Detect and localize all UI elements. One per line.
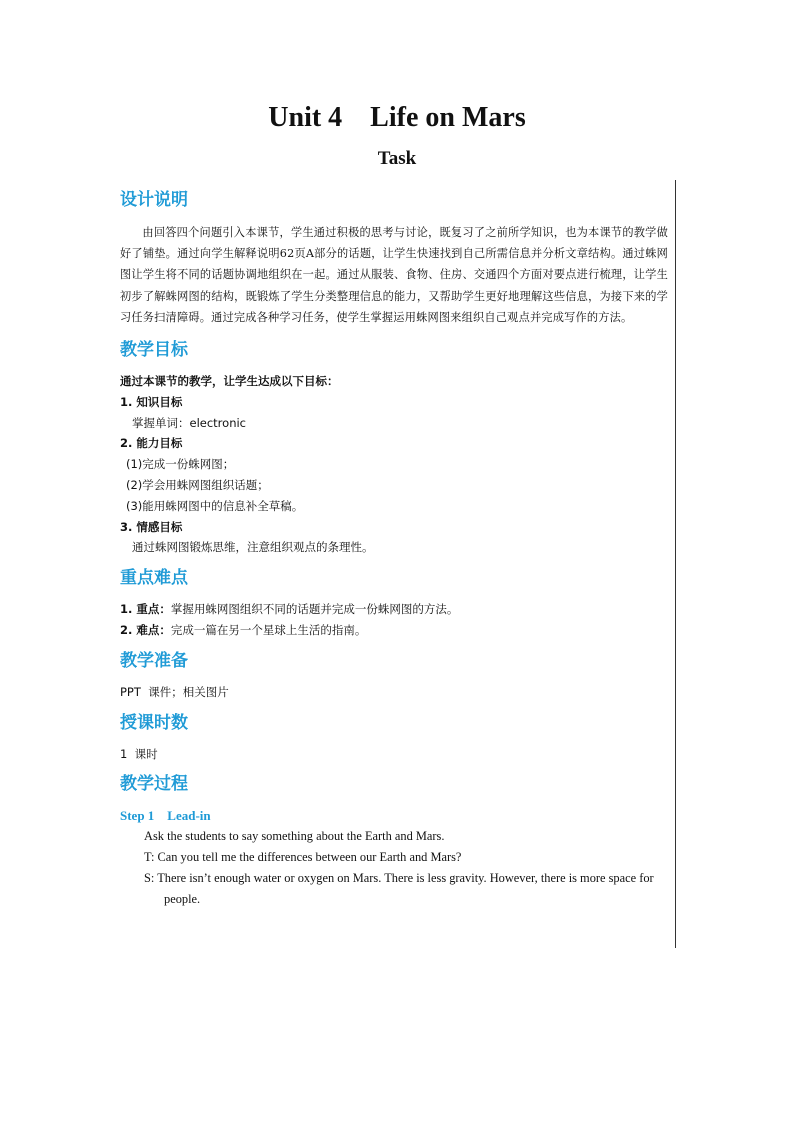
key-section <box>120 566 668 641</box>
prep-section <box>120 649 668 703</box>
prep-text: PPT 课件；相关图片 <box>120 684 229 699</box>
step-1-line-3: S: There isn’t enough water or oxygen on Mars. There is less gravity. However, there is more space for people. <box>144 871 654 907</box>
objectives-heading: 教学目标 <box>120 340 188 361</box>
step-1-line-1: Ask the students to say something about the Earth and Mars. <box>144 829 445 844</box>
hours-section <box>120 711 668 765</box>
design-text: 由回答四个问题引入本课节，学生通过积极的思考与讨论，既复习了之前所学知识，也为本课节的教学做好了铺垫。通过向学生解释说明62页A部分的话题，让学生快速找到自己所需信息并分析文章结构。通过蛛网图让学生将不同的话题协调地组织在一起。通过从服装、食物、住房、交通四个方面对要点进行梳理，让学生初步了解蛛网图的结构，既锻炼了学生分类整理信息的能力，又帮助学生更好地理解这些信息，为接下来的学习任务扫清障碍。通过完成各种学习任务，使学生掌握运用蛛网图来组织自己观点并完成写作的方法。 <box>120 226 668 324</box>
knowledge-item: 掌握单词：electronic <box>132 415 246 430</box>
page-title: Unit 4 Life on Mars <box>268 102 526 133</box>
knowledge-label: 1. 知识目标 <box>120 394 183 409</box>
prep-heading: 教学准备 <box>120 650 188 671</box>
difficult-point <box>120 620 668 641</box>
difficult-point-label: 2. 难点： <box>120 622 171 637</box>
emotion-label: 3. 情感目标 <box>120 519 183 534</box>
step-1-heading: Step 1 Lead-in <box>120 808 211 824</box>
ability-label: 2. 能力目标 <box>120 436 183 451</box>
process-heading: 教学过程 <box>120 774 188 795</box>
key-point-label: 1. 重点： <box>120 602 171 617</box>
right-margin-rule <box>675 180 676 948</box>
key-heading: 重点难点 <box>120 568 188 589</box>
objectives-intro: 通过本课节的教学，让学生达成以下目标： <box>120 374 339 389</box>
ability-item-3: (3)能用蛛网图中的信息补全草稿。 <box>126 498 304 513</box>
key-point-text: 掌握用蛛网图组织不同的话题并完成一份蛛网图的方法。 <box>170 602 459 617</box>
step-1-line-2: T: Can you tell me the differences between our Earth and Mars? <box>144 850 462 865</box>
difficult-point-text: 完成一篇在另一个星球上生活的指南。 <box>170 622 367 637</box>
design-section <box>120 188 668 328</box>
emotion-item: 通过蛛网图锻炼思维，注意组织观点的条理性。 <box>132 540 374 555</box>
objectives-section <box>120 338 668 558</box>
hours-heading: 授课时数 <box>120 712 188 733</box>
ability-item-1: (1)完成一份蛛网图； <box>126 457 235 472</box>
process-section <box>120 772 668 910</box>
hours-text: 1 课时 <box>120 746 158 761</box>
key-point <box>120 599 668 620</box>
ability-item-2: (2)学会用蛛网图组织话题； <box>126 478 269 492</box>
design-heading: 设计说明 <box>120 190 188 210</box>
page-subtitle: Task <box>377 148 417 169</box>
main-content <box>120 184 668 910</box>
